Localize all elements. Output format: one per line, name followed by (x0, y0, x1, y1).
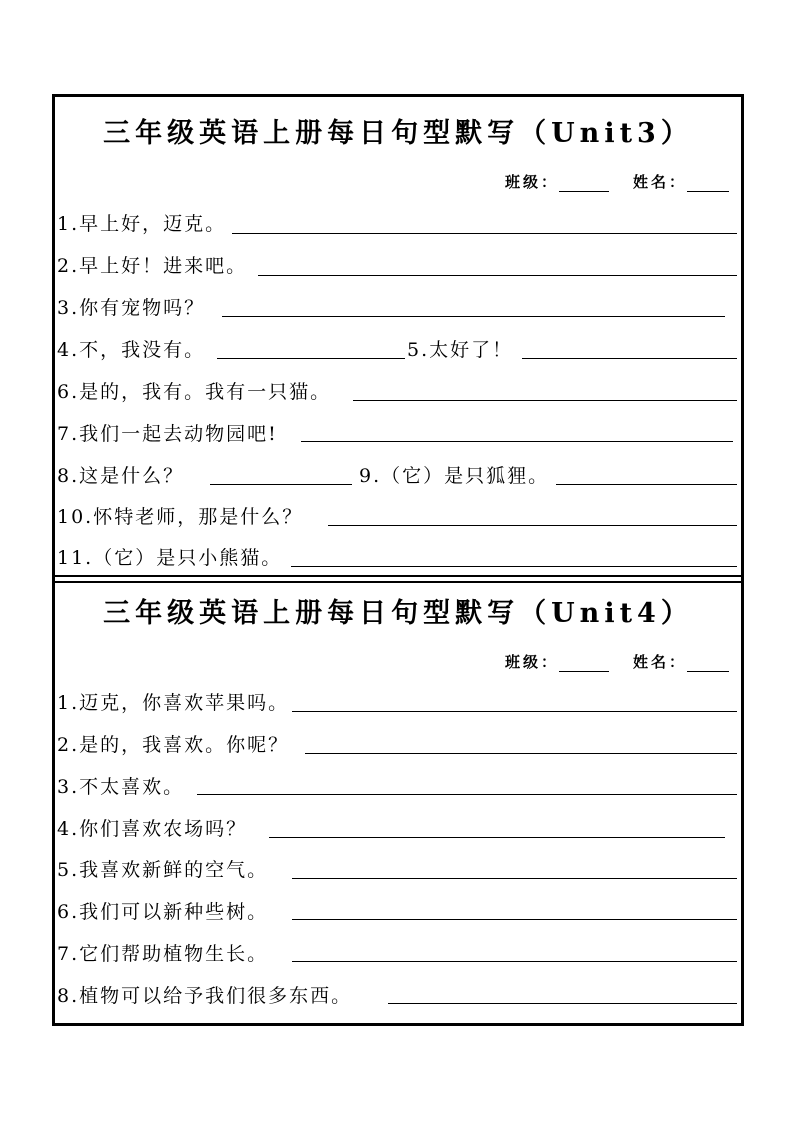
answer-line[interactable] (292, 961, 737, 962)
answer-line[interactable] (258, 275, 737, 276)
answer-line[interactable] (301, 441, 733, 442)
answer-line[interactable] (522, 358, 737, 359)
sentence-item: 5.我喜欢新鲜的空气。 (57, 859, 269, 881)
section-divider (55, 581, 741, 583)
answer-line[interactable] (269, 837, 725, 838)
class-blank[interactable] (559, 175, 609, 192)
sentence-item: 4.你们喜欢农场吗？ (57, 818, 248, 840)
worksheet (52, 94, 744, 1026)
answer-line[interactable] (292, 878, 737, 879)
name-label: 姓名： (632, 173, 687, 191)
sentence-item: 11.（它）是只小熊猫。 (57, 547, 283, 569)
sentence-item: 1.早上好，迈克。 (57, 213, 227, 235)
sentence-item: 1.迈克，你喜欢苹果吗。 (57, 692, 290, 714)
sentence-item: 3.你有宠物吗？ (57, 297, 206, 319)
sentence-item: 8.这是什么？ (57, 465, 185, 487)
answer-line[interactable] (353, 400, 737, 401)
section-title-unit3: 三年级英语上册每日句型默写（Unit3） (103, 118, 693, 149)
answer-line[interactable] (388, 1003, 737, 1004)
sentence-item: 10.怀特老师，那是什么？ (57, 506, 304, 528)
answer-line[interactable] (556, 484, 737, 485)
name-label: 姓名： (632, 653, 687, 671)
section-divider (55, 575, 741, 577)
sentence-item: 2.是的，我喜欢。你呢？ (57, 734, 290, 756)
class-label: 班级： (504, 653, 559, 671)
sentence-item: 7.我们一起去动物园吧! (57, 423, 278, 445)
answer-line[interactable] (210, 484, 352, 485)
answer-line[interactable] (291, 566, 737, 567)
sentence-item: 8.植物可以给予我们很多东西。 (57, 985, 353, 1007)
sentence-item: 9.（它）是只狐狸。 (359, 465, 550, 487)
answer-line[interactable] (217, 358, 405, 359)
answer-line[interactable] (232, 233, 737, 234)
sentence-item: 6.我们可以新种些树。 (57, 901, 269, 923)
answer-line[interactable] (305, 753, 737, 754)
answer-line[interactable] (328, 525, 737, 526)
class-label: 班级： (504, 173, 559, 191)
class-name-info (505, 651, 729, 672)
answer-line[interactable] (292, 711, 737, 712)
answer-line[interactable] (292, 919, 737, 920)
class-blank[interactable] (559, 655, 609, 672)
section-title-unit4: 三年级英语上册每日句型默写（Unit4） (103, 598, 693, 629)
answer-line[interactable] (222, 316, 725, 317)
sentence-item: 7.它们帮助植物生长。 (57, 943, 269, 965)
class-name-info (505, 171, 729, 192)
sentence-item: 3.不太喜欢。 (57, 776, 185, 798)
sentence-item: 6.是的，我有。我有一只猫。 (57, 381, 332, 403)
sentence-item: 4.不，我没有。 (57, 339, 206, 361)
name-blank[interactable] (687, 175, 729, 192)
sentence-item: 5.太好了！ (407, 339, 514, 361)
name-blank[interactable] (687, 655, 729, 672)
answer-line[interactable] (197, 794, 737, 795)
sentence-item: 2.早上好！进来吧。 (57, 255, 248, 277)
